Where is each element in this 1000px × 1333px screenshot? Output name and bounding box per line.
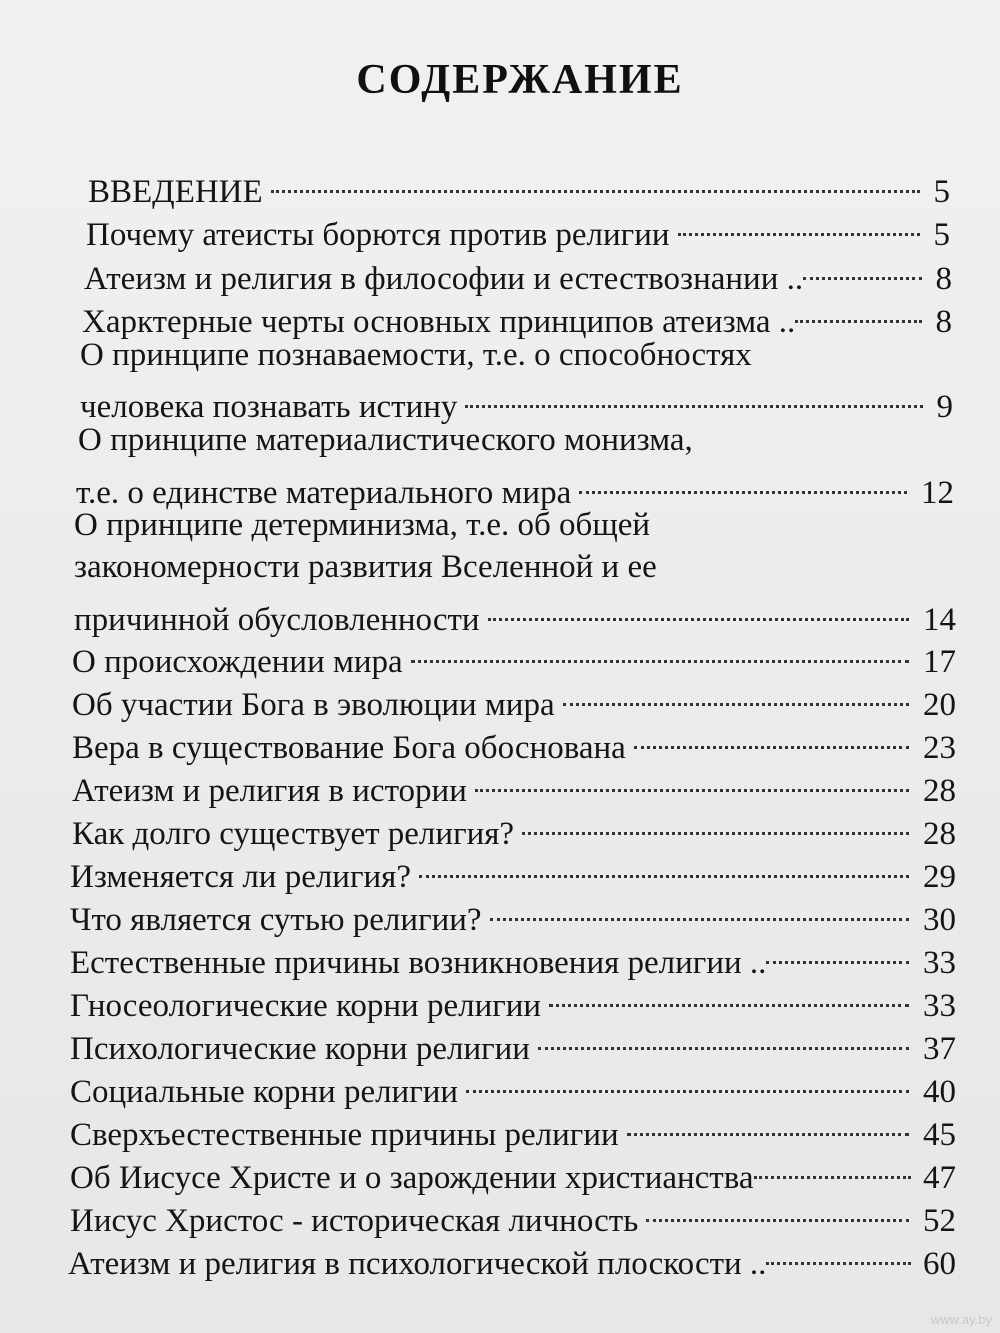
toc-entry-page: 28 <box>923 816 956 852</box>
toc-entry-title: Что является сутью религии? <box>70 902 482 938</box>
toc-leader-dots <box>419 847 909 887</box>
toc-entry-title: ВВЕДЕНИЕ <box>88 174 263 210</box>
toc-entry-title: т.е. о единстве материального мира <box>76 475 572 511</box>
toc-entry-page: 8 <box>935 304 952 340</box>
toc-entry <box>72 632 956 680</box>
toc-entry-page: 45 <box>923 1117 956 1153</box>
toc-entry <box>70 1148 956 1196</box>
toc-entry <box>70 1062 956 1110</box>
toc-entry-page: 29 <box>923 859 956 895</box>
toc-entry <box>70 976 956 1024</box>
toc-entry-page: 12 <box>921 475 954 511</box>
toc-entry-title: Изменяется ли религия? <box>70 859 411 895</box>
toc-entry-page: 30 <box>923 902 956 938</box>
toc-entry-title: Об Иисусе Христе и о зарождении христианства <box>70 1160 754 1196</box>
toc-leader-dots <box>465 377 922 417</box>
watermark: www.ay.by <box>930 1312 992 1327</box>
toc-entry <box>70 847 956 895</box>
toc-entry-page: 20 <box>923 687 956 723</box>
toc-entry-page: 37 <box>923 1031 956 1067</box>
toc-entry-page: 5 <box>933 174 950 210</box>
toc-leader-dots <box>475 761 909 801</box>
toc-entry <box>72 804 956 852</box>
toc-entry-page: 28 <box>923 773 956 809</box>
toc-leader-dots <box>766 1234 911 1274</box>
toc-entry <box>86 205 950 253</box>
toc-entry <box>68 1234 956 1282</box>
toc-entry-page: 17 <box>923 644 956 680</box>
toc-entry <box>76 463 954 511</box>
toc-leader-dots <box>411 632 909 672</box>
toc-entry <box>72 761 956 809</box>
toc-entry-title: О принципе познаваемости, т.е. о способностях <box>80 337 752 373</box>
toc-entry <box>70 890 956 938</box>
toc-entry-title: Об участии Бога в эволюции мира <box>72 687 555 723</box>
toc-entry <box>72 718 956 766</box>
toc-entry <box>80 377 953 425</box>
toc-entry-title: О происхождении мира <box>72 644 403 680</box>
toc-entry <box>88 162 950 210</box>
toc-entry-title: Атеизм и религия в истории <box>72 773 467 809</box>
toc-leader-dots <box>522 804 909 844</box>
toc-entry-title: Атеизм и религия в философии и естествознании .. <box>84 261 804 297</box>
toc-leader-dots <box>271 162 920 202</box>
toc-entry-title: человека познавать истину <box>80 389 458 425</box>
page-title: СОДЕРЖАНИЕ <box>356 57 684 103</box>
toc-leader-dots <box>803 249 921 289</box>
toc-entry-title: Гносеологические корни религии <box>70 988 542 1024</box>
toc-entry <box>70 1105 956 1153</box>
toc-leader-dots <box>795 292 921 332</box>
toc-entry-title: О принципе материалистического монизма, <box>78 422 693 458</box>
toc-entry-page: 33 <box>923 945 956 981</box>
toc-entry <box>74 590 956 638</box>
toc-leader-dots <box>627 1105 909 1145</box>
toc-entry <box>80 335 952 375</box>
toc-entry <box>70 1019 956 1067</box>
toc-leader-dots <box>488 590 909 630</box>
toc-entry-page: 33 <box>923 988 956 1024</box>
toc-leader-dots <box>678 205 920 245</box>
toc-leader-dots <box>766 933 909 973</box>
toc-entry <box>78 420 952 460</box>
toc-leader-dots <box>549 976 909 1016</box>
toc-entry-page: 8 <box>935 261 952 297</box>
toc-entry-title: Социальные корни религии <box>70 1074 459 1110</box>
toc-leader-dots <box>634 718 909 758</box>
toc-leader-dots <box>754 1148 911 1188</box>
toc-entry-title: Как долго существует религия? <box>72 816 515 852</box>
toc-entry-title: Сверхъестественные причины религии <box>70 1117 619 1153</box>
toc-entry-page: 52 <box>923 1203 956 1239</box>
toc-entry-page: 9 <box>936 389 953 425</box>
toc-entry <box>74 547 952 587</box>
toc-entry-title: Атеизм и религия в психологической плоскости .. <box>68 1246 767 1282</box>
toc-leader-dots <box>466 1062 909 1102</box>
toc-entry-title: Естественные причины возникновения религии .. <box>70 945 767 981</box>
toc-entry <box>84 249 952 297</box>
toc-entry-page: 47 <box>923 1160 956 1196</box>
toc-entry <box>82 292 952 340</box>
toc-entry-page: 40 <box>923 1074 956 1110</box>
toc-entry <box>72 675 956 723</box>
toc-entry <box>70 933 956 981</box>
toc-leader-dots <box>646 1191 909 1231</box>
toc-leader-dots <box>538 1019 909 1059</box>
toc-leader-dots <box>579 463 907 503</box>
toc-entry-page: 14 <box>923 602 956 638</box>
toc-leader-dots <box>563 675 909 715</box>
toc-entry-title: Иисус Христос - историческая личность <box>70 1203 639 1239</box>
toc-entry-title: Вера в существование Бога обоснована <box>72 730 626 766</box>
toc-entry <box>74 505 952 545</box>
toc-entry-title: закономерности развития Вселенной и ее <box>74 549 657 585</box>
toc-entry-title: причинной обусловленности <box>74 602 480 638</box>
toc-entry-title: Почему атеисты борются против религии <box>86 217 670 253</box>
toc-entry-title: Харктерные черты основных принципов атеизма .. <box>82 304 796 340</box>
toc-leader-dots <box>490 890 909 930</box>
toc-entry-page: 60 <box>923 1246 956 1282</box>
toc-entry-title: Психологические корни религии <box>70 1031 530 1067</box>
toc-entry-page: 5 <box>933 217 950 253</box>
toc-entry-title: О принципе детерминизма, т.е. об общей <box>74 507 651 543</box>
toc-entry-page: 23 <box>923 730 956 766</box>
toc-entry <box>70 1191 956 1239</box>
